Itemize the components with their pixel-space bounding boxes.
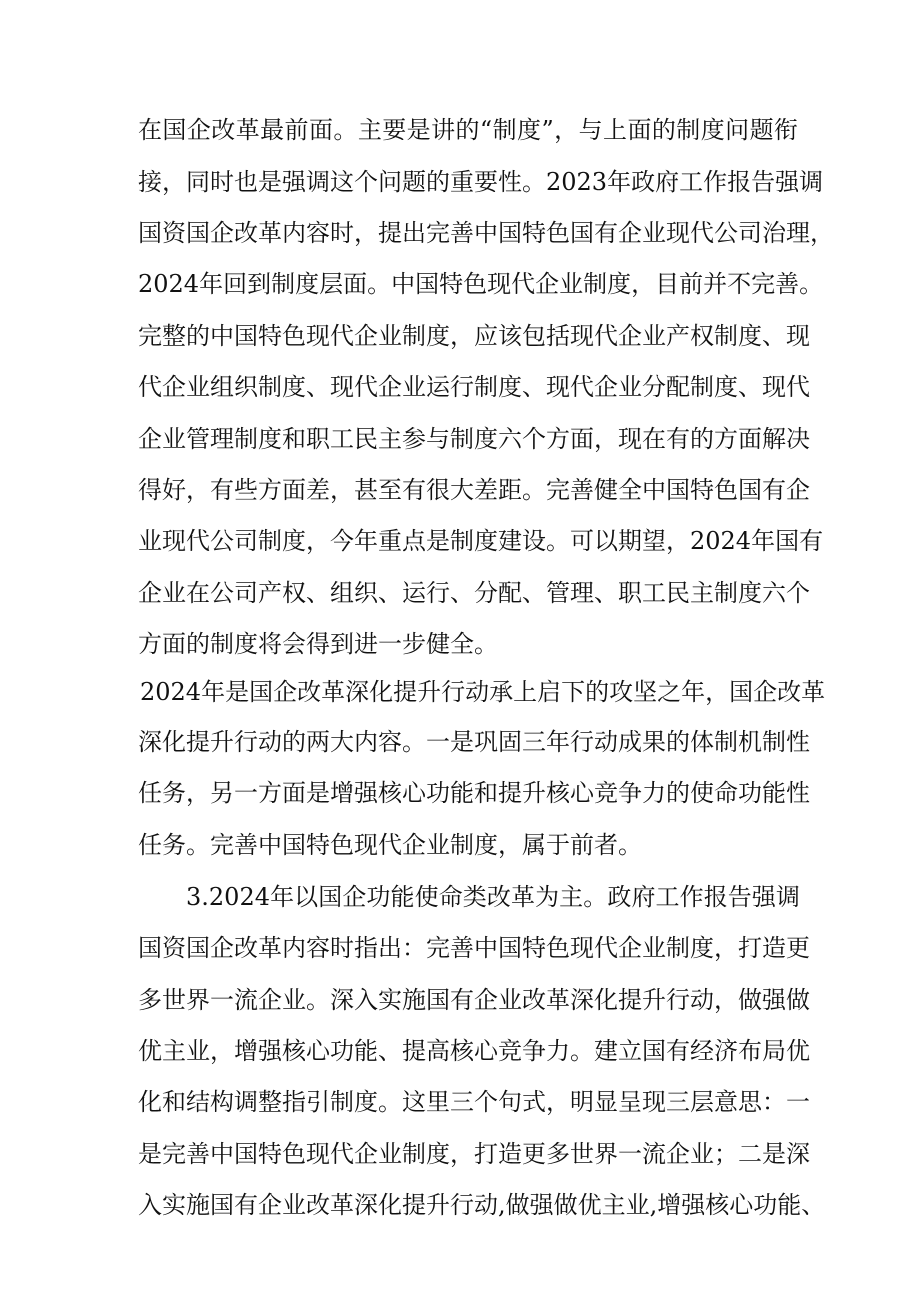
text-line: 方面的制度将会得到进一步健全。 xyxy=(138,630,498,658)
text-line: 任务，另一方面是增强核心功能和提升核心竞争力的使命功能性 xyxy=(138,779,810,807)
text-line: 2024年是国企改革深化提升行动承上启下的攻坚之年，国企改革 xyxy=(140,678,826,706)
text-line: 3.2024年以国企功能使命类改革为主。政府工作报告强调 xyxy=(186,883,800,911)
text-line: 得好，有些方面差，甚至有很大差距。完善健全中国特色国有企 xyxy=(138,476,810,504)
text-line: 入实施国有企业改革深化提升行动,做强做优主业,增强核心功能、 xyxy=(138,1191,826,1219)
text-line: 深化提升行动的两大内容。一是巩固三年行动成果的体制机制性 xyxy=(138,728,810,756)
text-line: 在国企改革最前面。主要是讲的“制度”，与上面的制度问题衔 xyxy=(138,116,798,144)
text-line: 优主业，增强核心功能、提高核心竞争力。建立国有经济布局优 xyxy=(138,1037,810,1065)
text-line: 代企业组织制度、现代企业运行制度、现代企业分配制度、现代 xyxy=(138,373,810,401)
text-line: 国资国企改革内容时指出：完善中国特色现代企业制度，打造更 xyxy=(138,934,810,962)
text-line: 业现代公司制度，今年重点是制度建设。可以期望，2024年国有 xyxy=(138,527,824,555)
text-line: 接，同时也是强调这个问题的重要性。2023年政府工作报告强调 xyxy=(138,168,824,196)
text-line: 任务。完善中国特色现代企业制度，属于前者。 xyxy=(138,831,642,859)
text-line: 完整的中国特色现代企业制度，应该包括现代企业产权制度、现 xyxy=(138,322,810,350)
text-line: 2024年回到制度层面。中国特色现代企业制度，目前并不完善。 xyxy=(138,270,824,298)
text-line: 企业管理制度和职工民主参与制度六个方面，现在有的方面解决 xyxy=(138,425,810,453)
text-line: 国资国企改革内容时，提出完善中国特色国有企业现代公司治理， xyxy=(138,219,834,247)
text-line: 企业在公司产权、组织、运行、分配、管理、职工民主制度六个 xyxy=(138,579,810,607)
text-line: 化和结构调整指引制度。这里三个句式，明显呈现三层意思：一 xyxy=(138,1088,810,1116)
text-line: 是完善中国特色现代企业制度，打造更多世界一流企业；二是深 xyxy=(138,1140,810,1168)
text-line: 多世界一流企业。深入实施国有企业改革深化提升行动，做强做 xyxy=(138,986,810,1014)
